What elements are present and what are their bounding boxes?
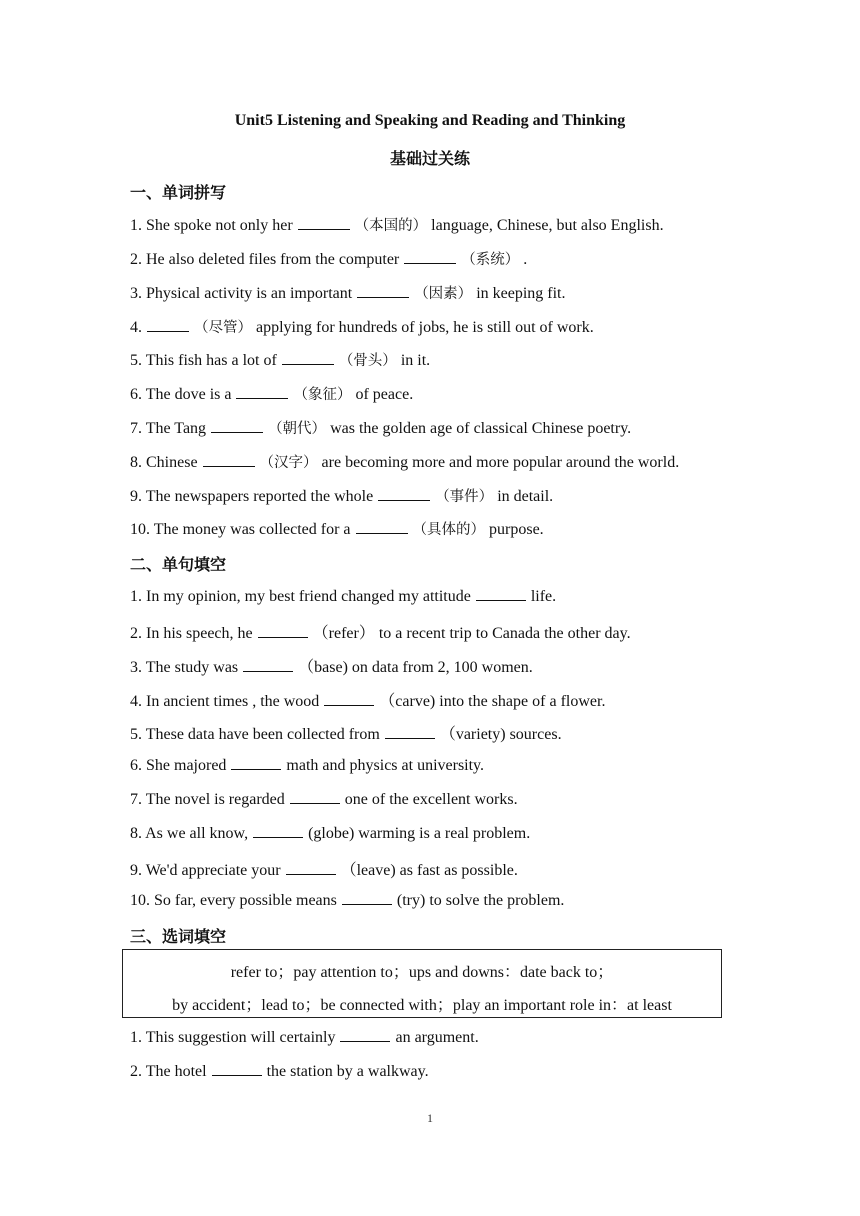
answer-blank[interactable]	[258, 623, 308, 638]
section-heading-sentence-fill: 二、单句填空	[130, 555, 227, 574]
question-text-tail: an argument.	[395, 1029, 479, 1046]
word-hint: (try)	[396, 892, 426, 909]
exercise-line	[130, 383, 413, 404]
answer-blank[interactable]	[324, 691, 374, 706]
question-text: 2. The hotel	[130, 1063, 211, 1080]
question-text-tail: purpose.	[489, 521, 544, 538]
answer-blank[interactable]	[253, 823, 303, 838]
answer-blank[interactable]	[290, 789, 340, 804]
exercise-line	[130, 890, 564, 910]
question-text: 3. The study was	[130, 659, 239, 676]
exercise-line	[130, 1027, 479, 1047]
question-text-tail: math and physics at university.	[286, 757, 485, 774]
exercise-line	[130, 485, 553, 506]
exercise-line	[130, 417, 631, 438]
question-text-tail: on data from 2, 100 women.	[351, 659, 533, 676]
exercise-line	[130, 316, 594, 337]
question-text: 9. We'd appreciate your	[130, 862, 285, 879]
word-hint: （leave)	[340, 862, 396, 879]
answer-blank[interactable]	[212, 1061, 262, 1076]
question-text: 1. She spoke not only her	[130, 217, 297, 234]
answer-blank[interactable]	[203, 452, 255, 467]
word-bank-line-1: refer to；pay attention to；ups and downs：date back to；	[230, 964, 614, 981]
section-heading-word-choice: 三、选词填空	[130, 927, 227, 946]
answer-blank[interactable]	[356, 519, 408, 534]
question-text: 6. The dove is a	[130, 386, 232, 403]
question-text: 1. In my opinion, my best friend changed my attitude	[130, 588, 475, 605]
exercise-line	[130, 721, 562, 744]
answer-blank[interactable]	[243, 657, 293, 672]
exercise-line	[130, 282, 566, 303]
page-subtitle: 基础过关练	[389, 149, 470, 168]
chinese-hint: （朝代）	[268, 421, 327, 437]
question-text: 1. This suggestion will certainly	[130, 1029, 340, 1046]
question-text-tail: .	[523, 251, 528, 268]
question-text: 10. So far, every possible means	[130, 892, 337, 909]
answer-blank[interactable]	[286, 860, 336, 875]
exercise-line	[130, 688, 605, 711]
question-text: 4.	[130, 319, 146, 336]
answer-blank[interactable]	[340, 1027, 390, 1042]
question-text: 8. Chinese	[130, 454, 198, 471]
page-number: 1	[427, 1111, 433, 1125]
exercise-line	[130, 1061, 429, 1081]
question-text: 7. The novel is regarded	[130, 791, 285, 808]
answer-blank[interactable]	[236, 384, 288, 399]
section-heading-spelling: 一、单词拼写	[130, 183, 227, 202]
exercise-line	[130, 755, 484, 775]
question-text-tail: applying for hundreds of jobs, he is still out of work.	[256, 319, 594, 336]
exercise-line	[130, 823, 530, 843]
answer-blank[interactable]	[282, 350, 334, 365]
word-bank-line-2: by accident；lead to；be connected with；play an important role in：at least	[172, 997, 672, 1014]
chinese-hint: （本国的）	[354, 218, 428, 234]
question-text-tail: warming is a real problem.	[358, 825, 531, 842]
answer-blank[interactable]	[147, 317, 189, 332]
exercise-line	[130, 248, 527, 269]
question-text-tail: are becoming more and more popular around the world.	[321, 454, 680, 471]
question-text-tail: one of the excellent works.	[344, 791, 518, 808]
question-text-tail: sources.	[509, 726, 562, 743]
question-text: 3. Physical activity is an important	[130, 285, 353, 302]
word-bank-box	[122, 949, 722, 1018]
question-text: 7. The Tang	[130, 420, 207, 437]
exercise-line	[130, 654, 533, 677]
answer-blank[interactable]	[404, 249, 456, 264]
question-text: 6. She majored	[130, 757, 227, 774]
chinese-hint: （因素）	[414, 286, 473, 302]
chinese-hint: （象征）	[293, 387, 352, 403]
question-text-tail: as fast as possible.	[399, 862, 518, 879]
question-text-tail: to a recent trip to Canada the other day.	[378, 625, 631, 642]
question-text: 2. In his speech, he	[130, 625, 253, 642]
question-text-tail: the station by a walkway.	[266, 1063, 429, 1080]
answer-blank[interactable]	[211, 418, 263, 433]
exercise-line	[130, 620, 631, 643]
answer-blank[interactable]	[378, 486, 430, 501]
answer-blank[interactable]	[385, 724, 435, 739]
question-text: 8. As we all know,	[130, 825, 253, 842]
page-title: Unit5 Listening and Speaking and Reading and Thinking	[234, 112, 626, 129]
chinese-hint: （具体的）	[412, 522, 486, 538]
exercise-line	[130, 857, 518, 880]
chinese-hint: （事件）	[435, 489, 494, 505]
question-text-tail: into the shape of a flower.	[439, 693, 606, 710]
question-text-tail: language, Chinese, but also English.	[431, 217, 664, 234]
question-text: 2. He also deleted files from the computer	[130, 251, 400, 268]
exercise-line	[130, 789, 518, 809]
exercise-line	[130, 586, 556, 606]
answer-blank[interactable]	[342, 890, 392, 905]
exercise-line	[130, 349, 430, 370]
answer-blank[interactable]	[298, 215, 350, 230]
question-text: 10. The money was collected for a	[130, 521, 351, 538]
question-text-tail: of peace.	[355, 386, 414, 403]
word-hint: （variety)	[439, 726, 506, 743]
word-hint: （refer）	[312, 625, 375, 642]
exercise-line	[130, 214, 664, 235]
question-text: 4. In ancient times , the wood	[130, 693, 320, 710]
word-hint: (globe)	[308, 825, 355, 842]
question-text: 5. These data have been collected from	[130, 726, 384, 743]
question-text: 5. This fish has a lot of	[130, 352, 277, 369]
chinese-hint: （骨头）	[338, 353, 397, 369]
question-text-tail: to solve the problem.	[429, 892, 565, 909]
chinese-hint: （系统）	[461, 252, 520, 268]
word-hint: （carve)	[379, 693, 436, 710]
word-hint: （base)	[298, 659, 348, 676]
answer-blank[interactable]	[476, 586, 526, 601]
exercise-line	[130, 451, 679, 472]
answer-blank[interactable]	[357, 283, 409, 298]
question-text-tail: in it.	[400, 352, 431, 369]
question-text-tail: was the golden age of classical Chinese poetry.	[330, 420, 632, 437]
chinese-hint: （尽管）	[194, 320, 252, 336]
question-text-tail: life.	[530, 588, 557, 605]
question-text-tail: in keeping fit.	[476, 285, 566, 302]
answer-blank[interactable]	[231, 755, 281, 770]
chinese-hint: （汉字）	[259, 455, 318, 471]
exercise-line	[130, 518, 544, 539]
question-text-tail: in detail.	[497, 488, 554, 505]
question-text: 9. The newspapers reported the whole	[130, 488, 374, 505]
